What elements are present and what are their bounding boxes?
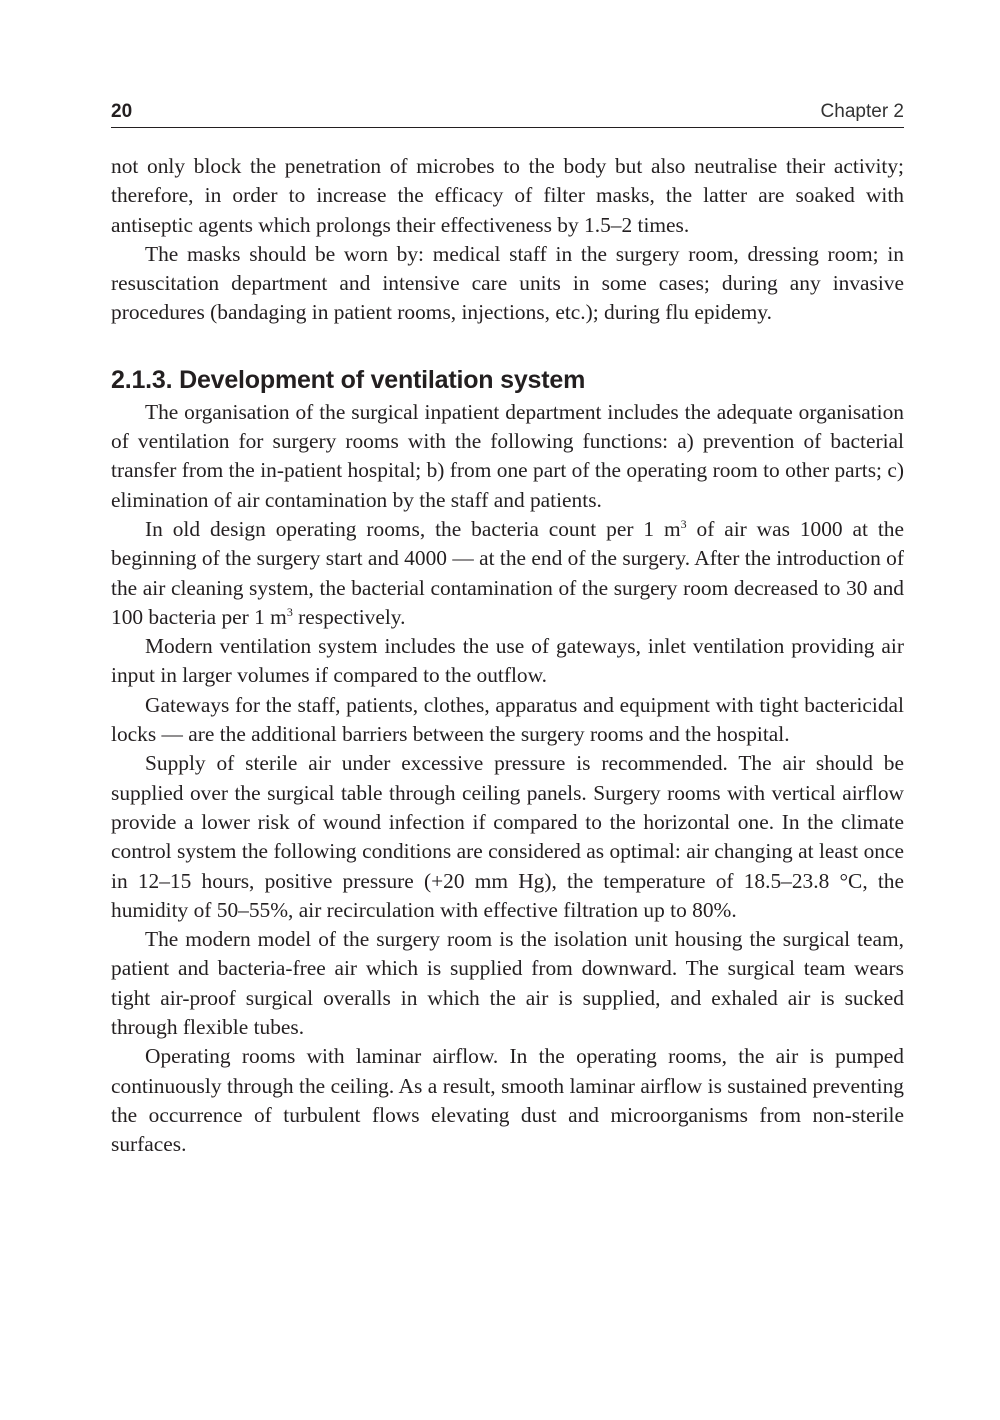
section-title: 2.1.3. Development of ventilation system <box>111 365 586 394</box>
paragraph-bacteria-count-part-c: respectively. <box>292 604 406 629</box>
paragraph-sterile-air: Supply of sterile air under excessive pressure is recommended. The air should be supplied over the surgical table through ceiling panels. Surgery rooms with vertical airflow provide a lower risk of wound infection if compared to the horizontal one. In the climate control system the following conditions are considered as optimal: air changing at least once in 12–15 hours, positive pressure (+20 mm Hg), the temperature of 18.5–23.8 °C, the humidity of 50–55%, air recirculation with effective filtration up to 80%. <box>111 751 904 922</box>
paragraph-bacteria-count <box>111 515 904 632</box>
body-text <box>111 152 904 1160</box>
paragraph-laminar-airflow: Operating rooms with laminar airflow. In the operating rooms, the air is pumped continuously through the ceiling. As a result, smooth laminar airflow is sustained preventing the occurrence of turbulent flows elevating dust and microorganisms from non-sterile surfaces. <box>111 1044 904 1157</box>
superscript-cubic: 3 <box>680 516 687 531</box>
running-head <box>111 96 904 128</box>
paragraph-organisation: The organisation of the surgical inpatient department includes the adequate organisation of ventilation for surgery rooms with the following functions: a) prevention of bacterial transfer from the in-patient hospital; b) from one part of the operating room to other parts; c) elimination of air contamination by the staff and patients. <box>111 399 904 512</box>
paragraph-masks: The masks should be worn by: medical staff in the surgery room, dressing room; in resuscitation department and intensive care units in some cases; during any invasive procedures (bandaging in patient rooms, injections, etc.); during flu epidemy. <box>111 241 904 325</box>
book-page <box>111 96 904 1160</box>
paragraph-continued: not only block the penetration of microbes to the body but also neutralise their activity; therefore, in order to increase the efficacy of filter masks, the latter are soaked with antiseptic agents which prolongs their effectiveness by 1.5–2 times. <box>111 154 904 237</box>
paragraph-gateways: Gateways for the staff, patients, clothes, apparatus and equipment with tight bactericidal locks — are the additional barriers between the surgery rooms and the hospital. <box>111 692 904 747</box>
paragraph-modern-ventilation: Modern ventilation system includes the use of gateways, inlet ventilation providing air input in larger volumes if compared to the outflow. <box>111 634 904 688</box>
chapter-label: Chapter 2 <box>820 101 904 122</box>
superscript-cubic: 3 <box>286 604 293 619</box>
paragraph-bacteria-count-part-b: of air was 1000 at the beginning of the surgery start and 4000 — at the end of the surgery. After the introduction of the air cleaning system, the bacterial contamination of the surgery room decreased to 30 and 100 bacteria per 1 m <box>111 516 904 629</box>
paragraph-isolation-unit: The modern model of the surgery room is the isolation unit housing the surgical team, patient and bacteria-free air which is supplied from downward. The surgical team wears tight air-proof surgical overalls in which the air is supplied, and exhaled air is sucked through flexible tubes. <box>111 927 904 1040</box>
page-number: 20 <box>111 101 133 122</box>
paragraph-bacteria-count-part-a: In old design operating rooms, the bacteria count per 1 m <box>145 516 681 541</box>
